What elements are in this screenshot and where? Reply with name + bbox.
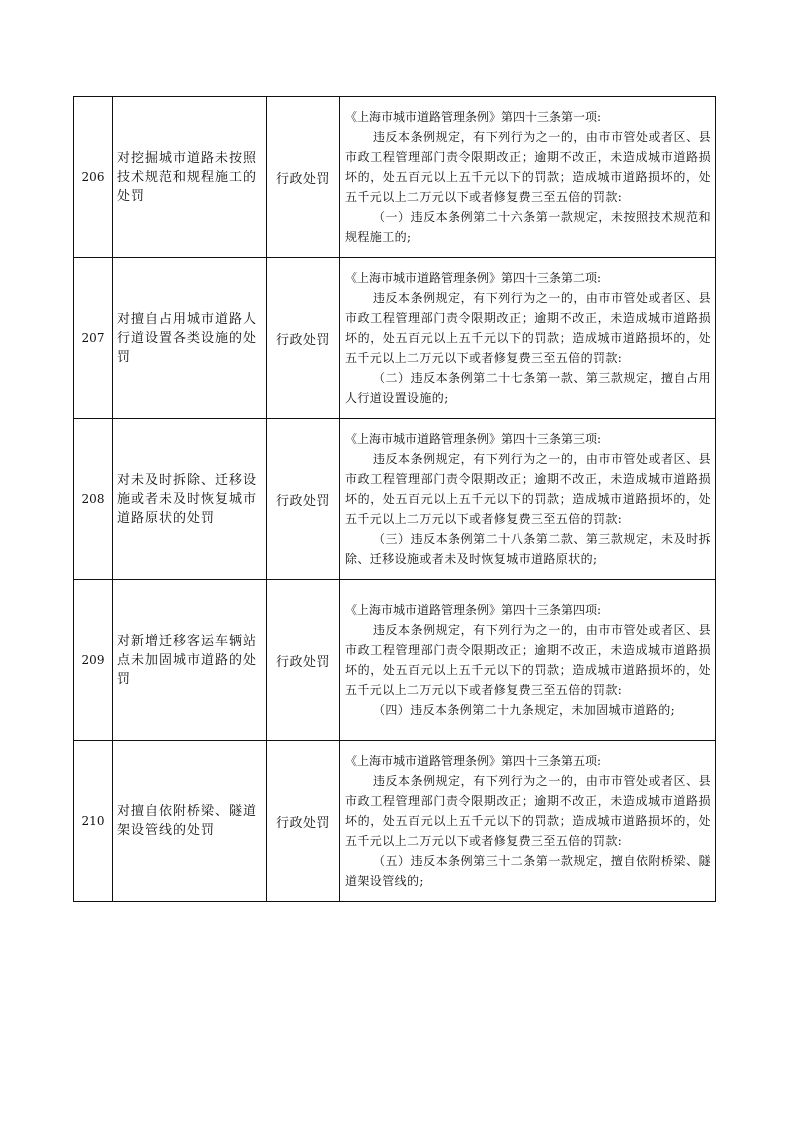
row-number: 209	[74, 580, 113, 741]
penalty-item: 对擅自依附桥梁、隧道架设管线的处罚	[113, 741, 267, 902]
basis-clause: （三）违反本条例第二十八条第二款、第三款规定，未及时拆除、迁移设施或者未及时恢复城市道路原状的;	[345, 532, 711, 566]
penalty-type: 行政处罚	[267, 419, 340, 580]
row-number: 207	[74, 258, 113, 419]
basis-clause: （二）违反本条例第二十七条第一款、第三款规定，擅自占用人行道设置设施的;	[345, 371, 711, 405]
basis-clause: （四）违反本条例第二十九条规定，未加固城市道路的;	[373, 703, 676, 717]
basis-clause: （一）违反本条例第二十六条第一款规定，未按照技术规范和规程施工的;	[345, 210, 711, 244]
row-number: 210	[74, 741, 113, 902]
basis-title: 《上海市城市道路管理条例》第四十三条第三项:	[345, 432, 602, 446]
basis-clause: （五）违反本条例第三十二条第一款规定，擅自依附桥梁、隧道架设管线的;	[345, 854, 711, 888]
legal-basis	[340, 419, 716, 580]
penalty-type: 行政处罚	[267, 258, 340, 419]
table-row	[74, 419, 716, 580]
basis-title: 《上海市城市道路管理条例》第四十三条第四项:	[345, 603, 602, 617]
basis-body: 违反本条例规定，有下列行为之一的，由市市管处或者区、县市政工程管理部门责令限期改正；逾期不改正，未造成城市道路损坏的，处五百元以上五千元以下的罚款；造成城市道路损坏的，处五千元以上二万元以下或者修复费三至五倍的罚款:	[345, 623, 711, 697]
basis-title: 《上海市城市道路管理条例》第四十三条第一项:	[345, 110, 602, 124]
table-row	[74, 97, 716, 258]
basis-title: 《上海市城市道路管理条例》第四十三条第五项:	[345, 754, 602, 768]
basis-body: 违反本条例规定，有下列行为之一的，由市市管处或者区、县市政工程管理部门责令限期改正；逾期不改正，未造成城市道路损坏的，处五百元以上五千元以下的罚款；造成城市道路损坏的，处五千元以上二万元以下或者修复费三至五倍的罚款:	[345, 130, 711, 204]
penalty-type: 行政处罚	[267, 580, 340, 741]
penalty-type: 行政处罚	[267, 741, 340, 902]
basis-body: 违反本条例规定，有下列行为之一的，由市市管处或者区、县市政工程管理部门责令限期改正；逾期不改正，未造成城市道路损坏的，处五百元以上五千元以下的罚款；造成城市道路损坏的，处五千元以上二万元以下或者修复费三至五倍的罚款:	[345, 452, 711, 526]
legal-basis	[340, 580, 716, 741]
penalty-table	[73, 96, 716, 902]
table-row	[74, 741, 716, 902]
table-row	[74, 580, 716, 741]
legal-basis	[340, 741, 716, 902]
penalty-type: 行政处罚	[267, 97, 340, 258]
penalty-item: 对新增迁移客运车辆站点未加固城市道路的处罚	[113, 580, 267, 741]
basis-body: 违反本条例规定，有下列行为之一的，由市市管处或者区、县市政工程管理部门责令限期改正；逾期不改正，未造成城市道路损坏的，处五百元以上五千元以下的罚款；造成城市道路损坏的，处五千元以上二万元以下或者修复费三至五倍的罚款:	[345, 291, 711, 365]
row-number: 206	[74, 97, 113, 258]
penalty-item: 对擅自占用城市道路人行道设置各类设施的处罚	[113, 258, 267, 419]
legal-basis	[340, 97, 716, 258]
legal-basis	[340, 258, 716, 419]
penalty-item: 对挖掘城市道路未按照技术规范和规程施工的处罚	[113, 97, 267, 258]
penalty-item: 对未及时拆除、迁移设施或者未及时恢复城市道路原状的处罚	[113, 419, 267, 580]
table-row	[74, 258, 716, 419]
row-number: 208	[74, 419, 113, 580]
basis-body: 违反本条例规定，有下列行为之一的，由市市管处或者区、县市政工程管理部门责令限期改正；逾期不改正，未造成城市道路损坏的，处五百元以上五千元以下的罚款；造成城市道路损坏的，处五千元以上二万元以下或者修复费三至五倍的罚款:	[345, 774, 711, 848]
basis-title: 《上海市城市道路管理条例》第四十三条第二项:	[345, 271, 602, 285]
